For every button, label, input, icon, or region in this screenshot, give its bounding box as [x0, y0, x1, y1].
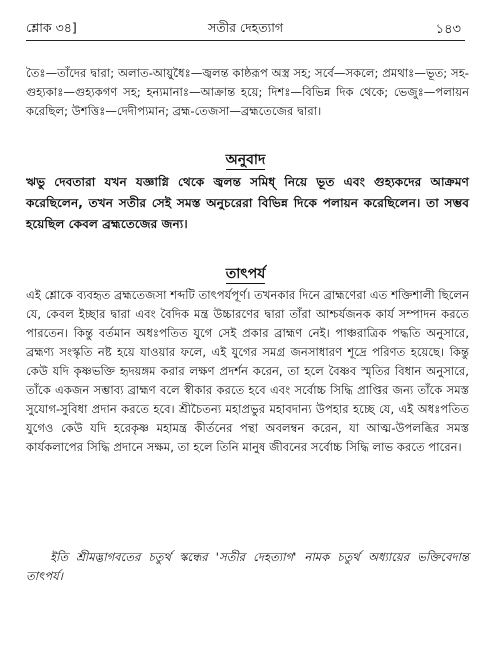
- purport-paragraph: এই শ্লোকে ব্যবহৃত ব্রহ্মতেজসা শব্দটি তাৎপর্যপূর্ণ। তখনকার দিনে ব্রাহ্মণেরা এত শক্তিশালী ছিলেন যে, কেবল ইচ্ছার দ্বারা এবং বৈদিক মন্ত্র উচ্চারণের দ্বারা তাঁরা আশ্চর্যজনক কার্য সম্পাদন করতে পারতেন। কিন্তু বর্তমান অধঃপতিত যুগে সেই প্রকার ব্রাহ্মণ নেই। পাঞ্চরাত্রিক পদ্ধতি অনুসারে, ব্রহ্মণ্য সংস্কৃতি নষ্ট হয়ে যাওয়ার ফলে, এই যুগের সমগ্র জনসাধারণ শূদ্রে পরিণত হয়েছে। কিন্তু কেউ যদি কৃষ্ণভক্তি হৃদয়ঙ্গম করার লক্ষণ প্রদর্শন করেন, তা হলে বৈষ্ণব স্মৃতির বিধান অনুসারে, তাঁকে একজন সম্ভাব্য ব্রাহ্মণ বলে স্বীকার করতে হবে এবং সর্বোচ্চ সিদ্ধি প্রাপ্তির জন্য তাঁকে সমস্ত সুযোগ-সুবিধা প্রদান করতে হবে। শ্রীচৈতন্য মহাপ্রভুর মহাবদান্য উপহার হচ্ছে যে, এই অধঃপতিত যুগেও কেউ যদি হরেকৃষ্ণ মহামন্ত্র কীর্তনের পন্থা অবলম্বন করেন, যা আত্ম-উপলব্ধির সমস্ত কার্যকলাপের সিদ্ধি প্রদানে সক্ষম, তা হলে তিনি মানুষ জীবনের সর্বোচ্চ সিদ্ধি লাভ করতে পারেন।: [26, 288, 469, 454]
- chapter-title: সতীর দেহত্যাগ: [207, 20, 284, 35]
- chapter-colophon: ইতি শ্রীমদ্ভাগবতের চতুর্থ স্কন্ধের 'সতীর দেহত্যাগ' নামক চতুর্থ অধ্যায়ের ভক্তিবেদান্ত তাৎপর্য।: [26, 550, 469, 583]
- translation-paragraph: ঋভু দেবতারা যখন যজ্ঞাগ্নি থেকে জ্বলন্ত সমিধ্ নিয়ে ভূত এবং গুহ্যকদের আক্রমণ করেছিলেন, তখন সতীর সেই সমস্ত অনুচরেরা বিভিন্ন দিকে পলায়ন করেছিলেন। তা সম্ভব হয়েছিল কেবল ব্রহ্মতেজের জন্য।: [26, 175, 469, 231]
- purport-heading-text: তাৎপর্য: [225, 266, 266, 282]
- purport-heading: [0, 262, 491, 286]
- translation-heading: [0, 148, 491, 172]
- verse-reference: শ্লোক ৩৪]: [26, 20, 77, 35]
- synonyms-paragraph: তৈঃ—তাঁদের দ্বারা; অলাত-আয়ুধৈঃ—জ্বলন্ত কাষ্ঠরূপ অস্ত্র সহ; সর্বে—সকলে; প্রমথাঃ—ভূত; সহ-গুহ্যকাঃ—গুহ্যকগণ সহ; হন্যমানাঃ—আক্রান্ত হয়ে; দিশঃ—বিভিন্ন দিক থেকে; ভেজুঃ—পলায়ন করেছিল; উশত্তিঃ—দেদীপ্যমান; ব্রহ্ম-তেজসা—ব্রহ্মতেজের দ্বারা।: [26, 66, 469, 118]
- translation-heading-text: অনুবাদ: [225, 152, 266, 168]
- page-number: ১৪৩: [435, 22, 461, 37]
- header-divider: [26, 40, 465, 41]
